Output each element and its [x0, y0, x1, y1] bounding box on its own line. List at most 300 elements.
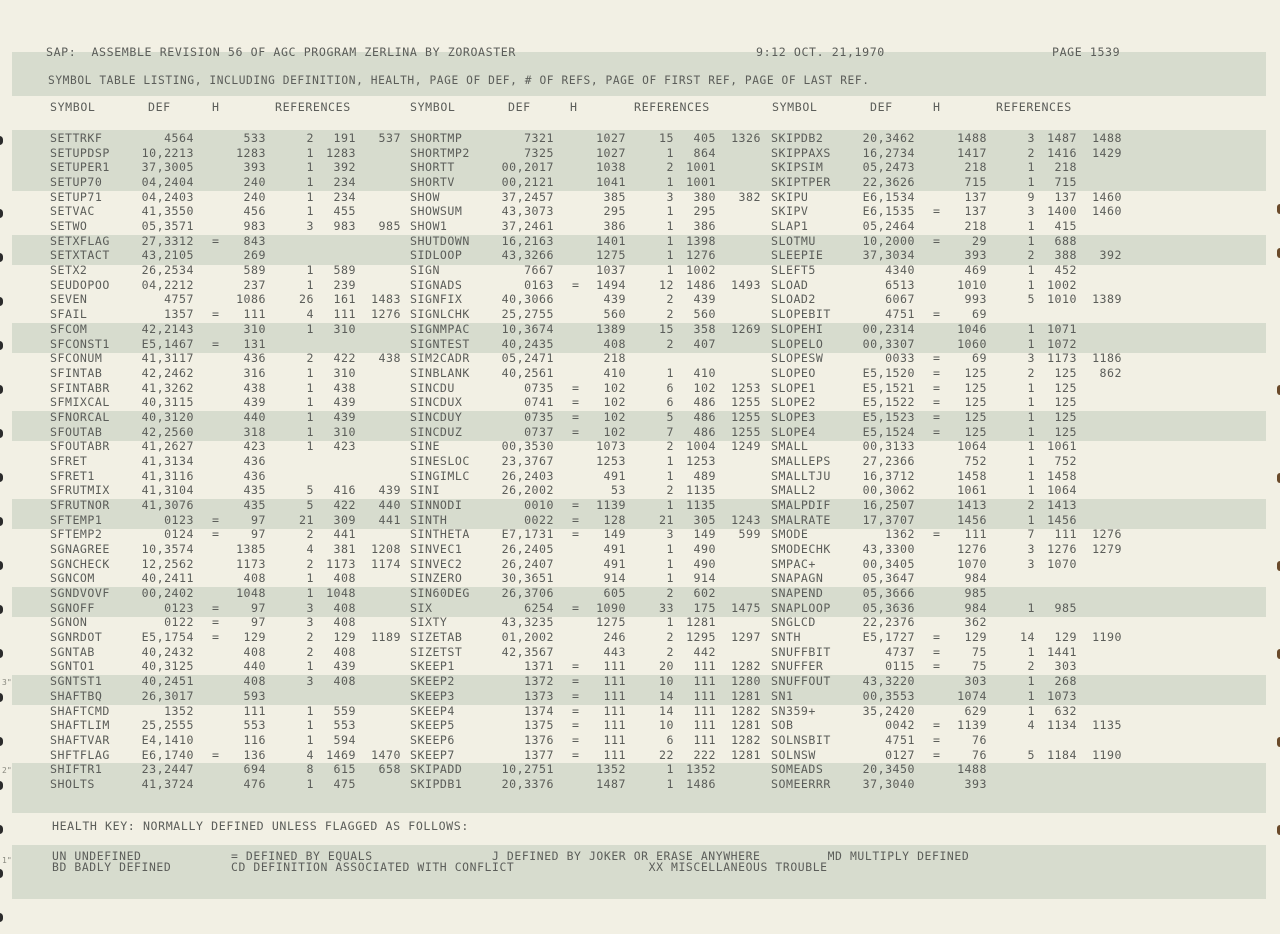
ref-count-cell: 7 [666, 424, 674, 439]
def-page-cell: 1283 [236, 145, 266, 160]
first-ref-cell: 408 [333, 615, 356, 630]
symbol-cell: SINCDUX [410, 395, 463, 410]
ref-count-cell: 1 [1027, 688, 1035, 703]
symbol-cell: SINGIMLC [410, 468, 470, 483]
def-page-cell: 1173 [236, 556, 266, 571]
ref-count-cell: 4 [306, 307, 314, 322]
def-cell: 1357 [164, 307, 194, 322]
table-row [0, 527, 1280, 542]
symbol-cell: SLOPEO [771, 365, 816, 380]
last-ref-cell: 537 [378, 131, 401, 145]
ref-count-cell: 4 [1027, 718, 1035, 733]
symbol-cell: SMALL [771, 439, 809, 454]
health-cell: = [572, 600, 580, 615]
margin-mark: 1" [2, 856, 12, 865]
def-page-cell: 76 [972, 747, 987, 762]
symbol-cell: SGNOFF [50, 600, 95, 615]
symbol-cell: SIM2CADR [410, 351, 470, 366]
def-page-cell: 1389 [596, 321, 626, 336]
health-cell: = [572, 688, 580, 703]
def-cell: 0122 [164, 615, 194, 630]
last-ref-cell: 440 [378, 498, 401, 512]
first-ref-cell: 410 [693, 365, 716, 380]
first-ref-cell: 111 [693, 718, 716, 733]
def-page-cell: 97 [251, 600, 266, 615]
first-ref-cell: 985 [1054, 600, 1077, 615]
def-cell: 0741 [524, 395, 554, 410]
first-ref-cell: 149 [693, 527, 716, 542]
ref-count-cell: 1 [306, 659, 314, 674]
first-ref-cell: 422 [333, 498, 356, 512]
symbol-cell: SNUFFOUT [771, 674, 831, 689]
first-ref-cell: 408 [333, 600, 356, 615]
table-row [0, 659, 1280, 674]
symbol-cell: SMPAC+ [771, 556, 816, 571]
def-page-cell: 436 [243, 453, 266, 468]
def-cell: E7,1731 [501, 527, 554, 542]
health-cell: = [933, 409, 941, 424]
def-page-cell: 1074 [957, 688, 987, 703]
ref-count-cell: 2 [666, 439, 674, 454]
first-ref-cell: 1061 [1047, 439, 1077, 454]
table-row [0, 381, 1280, 396]
first-ref-cell: 268 [1054, 674, 1077, 689]
symbol-cell: SIZETST [410, 644, 463, 659]
def-page-cell: 914 [603, 571, 626, 586]
health-cell: = [933, 527, 941, 542]
def-cell: 40,2432 [141, 644, 194, 659]
symbol-cell: SKIPADD [410, 762, 463, 777]
table-row [0, 645, 1280, 660]
health-cell: = [572, 659, 580, 674]
ref-count-cell: 15 [659, 131, 674, 145]
def-page-cell: 1417 [957, 145, 987, 160]
def-cell: 37,3005 [141, 160, 194, 175]
ref-count-cell: 2 [1027, 659, 1035, 674]
first-ref-cell: 111 [693, 688, 716, 703]
first-ref-cell: 486 [693, 395, 716, 410]
symbol-cell: SFMIXCAL [50, 395, 110, 410]
def-cell: 22,3626 [862, 175, 915, 190]
def-page-cell: 246 [603, 630, 626, 645]
health-cell: = [212, 307, 220, 322]
first-ref-cell: 1413 [1047, 498, 1077, 512]
ref-count-cell: 1 [666, 233, 674, 248]
table-row [0, 425, 1280, 440]
ref-count-cell: 1 [1027, 395, 1035, 410]
first-ref-cell: 129 [1054, 630, 1077, 645]
first-ref-cell: 914 [693, 571, 716, 586]
symbol-cell: SFRET [50, 453, 88, 468]
symbol-cell: SETUP71 [50, 189, 103, 204]
symbol-cell: SKEEP6 [410, 732, 455, 747]
symbol-cell: SFINTAB [50, 365, 103, 380]
def-page-cell: 125 [964, 424, 987, 439]
first-ref-cell: 191 [333, 131, 356, 145]
def-cell: 26,3017 [141, 688, 194, 703]
symbol-cell: SIGNMPAC [410, 321, 470, 336]
ref-count-cell: 21 [659, 512, 674, 527]
last-ref-cell: 439 [378, 483, 401, 498]
symbol-cell: SNTH [771, 630, 801, 645]
def-page-cell: 111 [243, 703, 266, 718]
def-cell: 00,3530 [501, 439, 554, 454]
health-key-line-1: UN UNDEFINED = DEFINED BY EQUALS J DEFINED BY JOKER OR ERASE ANYWHERE MD MULTIPLY DEFINED [52, 849, 970, 863]
first-ref-cell: 1002 [1047, 277, 1077, 292]
def-page-cell: 1275 [596, 248, 626, 263]
last-ref-cell: 1281 [731, 688, 761, 703]
def-cell: 26,2403 [501, 468, 554, 483]
def-page-cell: 1275 [596, 615, 626, 630]
symbol-cell: SFOUTABR [50, 439, 110, 454]
first-ref-cell: 486 [693, 424, 716, 439]
ref-count-cell: 1 [666, 175, 674, 190]
def-cell: 05,2473 [862, 160, 915, 175]
def-cell: E5,1523 [862, 409, 915, 424]
symbol-cell: SLEEPIE [771, 248, 824, 263]
def-cell: 42,2143 [141, 321, 194, 336]
def-page-cell: 386 [603, 219, 626, 234]
ref-count-cell: 1 [306, 703, 314, 718]
symbol-cell: SFINTABR [50, 380, 110, 395]
symbol-cell: SFTEMP1 [50, 512, 103, 527]
def-cell: 26,2407 [501, 556, 554, 571]
first-ref-cell: 439 [333, 659, 356, 674]
first-ref-cell: 310 [333, 365, 356, 380]
def-cell: 05,3571 [141, 219, 194, 234]
last-ref-cell: 1493 [731, 277, 761, 292]
first-ref-cell: 1276 [686, 248, 716, 263]
health-cell: = [933, 659, 941, 674]
first-ref-cell: 125 [1054, 380, 1077, 395]
def-cell: 05,3636 [862, 600, 915, 615]
symbol-cell: SHOLTS [50, 776, 95, 791]
ref-count-cell: 3 [1027, 351, 1035, 366]
table-row [0, 292, 1280, 307]
def-page-cell: 1139 [957, 718, 987, 733]
symbol-cell: SETXTACT [50, 248, 110, 263]
ref-count-cell: 2 [666, 483, 674, 498]
first-ref-cell: 161 [333, 292, 356, 307]
def-cell: 41,3104 [141, 483, 194, 498]
last-ref-cell: 1280 [731, 674, 761, 689]
def-page-cell: 318 [243, 424, 266, 439]
def-page-cell: 1413 [957, 498, 987, 512]
last-ref-cell: 438 [378, 351, 401, 366]
first-ref-cell: 380 [693, 189, 716, 204]
def-cell: E5,1754 [141, 630, 194, 645]
first-ref-cell: 1010 [1047, 292, 1077, 307]
symbol-cell: SINZERO [410, 571, 463, 586]
def-cell: E5,1524 [862, 424, 915, 439]
symbol-cell: SOB [771, 718, 794, 733]
ref-count-cell: 3 [306, 674, 314, 689]
symbol-cell: SMALLEPS [771, 453, 831, 468]
def-cell: E5,1727 [862, 630, 915, 645]
last-ref-cell: 1279 [1092, 542, 1122, 557]
first-ref-cell: 560 [693, 307, 716, 322]
symbol-cell: SKIPU [771, 189, 809, 204]
def-page-cell: 111 [603, 688, 626, 703]
table-row [0, 351, 1280, 366]
col-symbol-2: SYMBOL [410, 100, 456, 114]
def-page-cell: 362 [964, 615, 987, 630]
first-ref-cell: 1004 [686, 439, 716, 454]
symbol-cell: SINVEC1 [410, 542, 463, 557]
def-cell: 43,3220 [862, 674, 915, 689]
def-cell: 0737 [524, 424, 554, 439]
def-page-cell: 240 [243, 175, 266, 190]
def-cell: 0010 [524, 498, 554, 512]
def-cell: 41,3262 [141, 380, 194, 395]
symbol-cell: SHORTT [410, 160, 455, 175]
def-cell: 1371 [524, 659, 554, 674]
symbol-cell: SLOTMU [771, 233, 816, 248]
def-page-cell: 491 [603, 542, 626, 557]
col-references-1: REFERENCES [275, 100, 351, 114]
last-ref-cell: 862 [1099, 365, 1122, 380]
symbol-cell: SETVAC [50, 204, 95, 219]
timestamp: 9:12 OCT. 21,1970 [756, 45, 885, 59]
first-ref-cell: 1173 [326, 556, 356, 571]
last-ref-cell: 1297 [731, 630, 761, 645]
def-cell: 7325 [524, 145, 554, 160]
def-cell: 0022 [524, 512, 554, 527]
ref-count-cell: 1 [306, 204, 314, 219]
ref-count-cell: 2 [666, 644, 674, 659]
def-page-cell: 408 [243, 674, 266, 689]
ref-count-cell: 15 [659, 321, 674, 336]
symbol-cell: SHAFTLIM [50, 718, 110, 733]
def-cell: 7667 [524, 263, 554, 278]
def-page-cell: 125 [964, 380, 987, 395]
first-ref-cell: 1276 [1047, 542, 1077, 557]
ref-count-cell: 1 [1027, 468, 1035, 483]
program-title: SAP: ASSEMBLE REVISION 56 OF AGC PROGRAM ZERLINA BY ZOROASTER [46, 45, 516, 59]
last-ref-cell: 1326 [731, 131, 761, 145]
col-health-3: H [933, 100, 941, 114]
symbol-cell: SGNON [50, 615, 88, 630]
symbol-cell: SKEEP4 [410, 703, 455, 718]
first-ref-cell: 1295 [686, 630, 716, 645]
first-ref-cell: 1064 [1047, 483, 1077, 498]
symbol-cell: SFRUTNOR [50, 498, 110, 512]
table-row [0, 322, 1280, 337]
last-ref-cell: 1460 [1092, 189, 1122, 204]
def-cell: 1373 [524, 688, 554, 703]
first-ref-cell: 305 [693, 512, 716, 527]
table-row [0, 410, 1280, 425]
first-ref-cell: 602 [693, 586, 716, 601]
symbol-cell: SMALL2 [771, 483, 816, 498]
first-ref-cell: 1456 [1047, 512, 1077, 527]
def-cell: 16,2163 [501, 233, 554, 248]
symbol-cell: SLOPESW [771, 351, 824, 366]
def-page-cell: 1352 [596, 762, 626, 777]
ref-count-cell: 1 [666, 219, 674, 234]
ref-count-cell: 12 [659, 277, 674, 292]
last-ref-cell: 1189 [371, 630, 401, 645]
ref-count-cell: 1 [306, 776, 314, 791]
symbol-cell: SFRET1 [50, 468, 95, 483]
def-cell: 0115 [885, 659, 915, 674]
def-page-cell: 1027 [596, 145, 626, 160]
last-ref-cell: 441 [378, 512, 401, 527]
symbol-cell: SHOWSUM [410, 204, 463, 219]
def-page-cell: 491 [603, 556, 626, 571]
first-ref-cell: 125 [1054, 395, 1077, 410]
def-page-cell: 408 [243, 644, 266, 659]
health-cell: = [212, 747, 220, 762]
ref-count-cell: 1 [1027, 703, 1035, 718]
ref-count-cell: 6 [666, 395, 674, 410]
ref-count-cell: 2 [1027, 365, 1035, 380]
last-ref-cell: 1282 [731, 703, 761, 718]
last-ref-cell: 1460 [1092, 204, 1122, 219]
def-page-cell: 128 [603, 512, 626, 527]
def-cell: E6,1534 [862, 189, 915, 204]
symbol-cell: SIGNLCHK [410, 307, 470, 322]
def-cell: 00,3133 [862, 439, 915, 454]
ref-count-cell: 2 [1027, 145, 1035, 160]
listing-subtitle: SYMBOL TABLE LISTING, INCLUDING DEFINITION, HEALTH, PAGE OF DEF, # OF REFS, PAGE OF FIRST REF, PAGE OF LAST REF. [48, 74, 870, 87]
symbol-cell: SGNCOM [50, 571, 95, 586]
def-cell: 4751 [885, 732, 915, 747]
ref-count-cell: 1 [1027, 644, 1035, 659]
table-row [0, 542, 1280, 557]
def-page-cell: 533 [243, 131, 266, 145]
first-ref-cell: 408 [333, 571, 356, 586]
def-page-cell: 1060 [957, 336, 987, 351]
def-page-cell: 111 [603, 718, 626, 733]
ref-count-cell: 1 [1027, 233, 1035, 248]
def-page-cell: 125 [964, 395, 987, 410]
health-cell: = [212, 336, 220, 351]
first-ref-cell: 102 [693, 380, 716, 395]
first-ref-cell: 1135 [686, 483, 716, 498]
first-ref-cell: 1469 [326, 747, 356, 762]
symbol-cell: SINE [410, 439, 440, 454]
ref-count-cell: 3 [666, 527, 674, 542]
table-row [0, 498, 1280, 513]
def-cell: 37,3040 [862, 776, 915, 791]
health-cell: = [572, 512, 580, 527]
health-cell: = [212, 630, 220, 645]
symbol-cell: SKEEP1 [410, 659, 455, 674]
ref-count-cell: 1 [666, 542, 674, 557]
def-page-cell: 125 [964, 365, 987, 380]
ref-count-cell: 2 [666, 292, 674, 307]
symbol-cell: SKIPV [771, 204, 809, 219]
table-row [0, 146, 1280, 161]
symbol-cell: SKEEP3 [410, 688, 455, 703]
health-cell: = [212, 615, 220, 630]
def-cell: 10,2213 [141, 145, 194, 160]
def-cell: 6513 [885, 277, 915, 292]
def-page-cell: 218 [964, 160, 987, 175]
def-cell: 41,3134 [141, 453, 194, 468]
last-ref-cell: 1470 [371, 747, 401, 762]
ref-count-cell: 1 [666, 365, 674, 380]
last-ref-cell: 1483 [371, 292, 401, 307]
def-cell: 43,3300 [862, 542, 915, 557]
ref-count-cell: 2 [306, 556, 314, 571]
first-ref-cell: 1072 [1047, 336, 1077, 351]
ref-count-cell: 3 [1027, 542, 1035, 557]
def-cell: 23,2447 [141, 762, 194, 777]
symbol-cell: SMALLTJU [771, 468, 831, 483]
health-cell: = [933, 380, 941, 395]
first-ref-cell: 408 [333, 674, 356, 689]
def-page-cell: 393 [243, 160, 266, 175]
def-cell: 26,3706 [501, 586, 554, 601]
health-cell: = [933, 424, 941, 439]
first-ref-cell: 1134 [1047, 718, 1077, 733]
def-page-cell: 1027 [596, 131, 626, 145]
def-cell: 00,3062 [862, 483, 915, 498]
symbol-cell: SHUTDOWN [410, 233, 470, 248]
health-key-title: HEALTH KEY: NORMALLY DEFINED UNLESS FLAGGED AS FOLLOWS: [52, 819, 469, 833]
symbol-cell: SINCDU [410, 380, 455, 395]
col-references-2: REFERENCES [634, 100, 710, 114]
table-row [0, 395, 1280, 410]
ref-count-cell: 1 [1027, 336, 1035, 351]
col-def-2: DEF [508, 100, 531, 114]
def-page-cell: 1458 [957, 468, 987, 483]
def-cell: 20,3450 [862, 762, 915, 777]
def-cell: 0123 [164, 600, 194, 615]
symbol-cell: SIGNTEST [410, 336, 470, 351]
ref-count-cell: 1 [306, 586, 314, 601]
def-cell: 17,3707 [862, 512, 915, 527]
ref-count-cell: 1 [306, 395, 314, 410]
symbol-cell: SHAFTCMD [50, 703, 110, 718]
page-number: PAGE 1539 [1052, 45, 1121, 59]
def-cell: 25,2555 [141, 718, 194, 733]
symbol-cell: SKIPDB2 [771, 131, 824, 145]
health-cell: = [572, 732, 580, 747]
symbol-cell: SINCDUY [410, 409, 463, 424]
punch-hole [0, 913, 3, 922]
ref-count-cell: 1 [1027, 409, 1035, 424]
symbol-cell: SFCONUM [50, 351, 103, 366]
table-row [0, 439, 1280, 454]
first-ref-cell: 1001 [686, 160, 716, 175]
symbol-cell: SIXTY [410, 615, 448, 630]
first-ref-cell: 1173 [1047, 351, 1077, 366]
symbol-cell: SKIPPAXS [771, 145, 831, 160]
def-cell: 0735 [524, 380, 554, 395]
ref-count-cell: 4 [306, 542, 314, 557]
def-cell: 40,2411 [141, 571, 194, 586]
ref-count-cell: 2 [306, 630, 314, 645]
def-page-cell: 1064 [957, 439, 987, 454]
ref-count-cell: 1 [666, 762, 674, 777]
ref-count-cell: 5 [306, 483, 314, 498]
last-ref-cell: 1429 [1092, 145, 1122, 160]
symbol-cell: SKIPDB1 [410, 776, 463, 791]
last-ref-cell: 1190 [1092, 747, 1122, 762]
symbol-cell: SLOPEHI [771, 321, 824, 336]
symbol-cell: SOMEERRR [771, 776, 831, 791]
ref-count-cell: 1 [666, 571, 674, 586]
first-ref-cell: 405 [693, 131, 716, 145]
symbol-cell: SFTEMP2 [50, 527, 103, 542]
symbol-cell: SIGNADS [410, 277, 463, 292]
ref-count-cell: 1 [1027, 175, 1035, 190]
def-page-cell: 310 [243, 321, 266, 336]
def-page-cell: 1038 [596, 160, 626, 175]
